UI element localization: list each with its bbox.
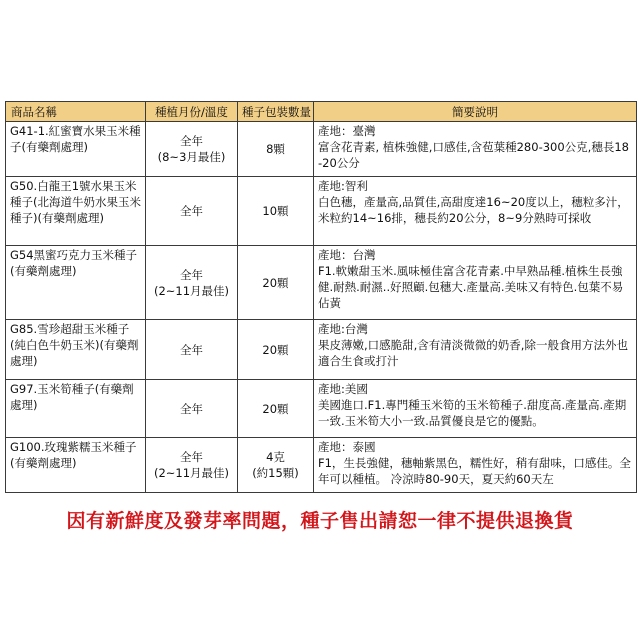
- description-text: 果皮薄嫩,口感脆甜,含有清淡微微的奶香,除一般食用方法外也適合生食或打汁: [318, 338, 628, 368]
- cell-description: [314, 177, 637, 246]
- table-row: [6, 320, 637, 380]
- cell-planting-months: 全年: [146, 320, 238, 380]
- origin-label: 產地：泰國: [318, 440, 376, 454]
- cell-product-name: G85.雪珍超甜玉米種子(純白色牛奶玉米)(有藥劑處理): [6, 320, 146, 380]
- cell-description: [314, 320, 637, 380]
- cell-package-quantity: 20顆: [238, 380, 314, 438]
- description-text: 美國進口.F1.專門種玉米筍的玉米筍種子.甜度高.產量高.產期一致.玉米筍大小一致.品質優良是它的優點。: [318, 398, 627, 428]
- cell-planting-months: 全年 (8~3月最佳): [146, 122, 238, 177]
- origin-label: 產地：台灣: [318, 248, 376, 262]
- cell-product-name: G54黑蜜巧克力玉米種子(有藥劑處理): [6, 246, 146, 320]
- description-text: 富含花青素, 植株強健,口感佳,含苞葉種280-300公克,穗長18-20公分: [318, 140, 629, 170]
- table-row: [6, 438, 637, 493]
- cell-product-name: G41-1.紅蜜寶水果玉米種子(有藥劑處理): [6, 122, 146, 177]
- origin-label: 產地:美國: [318, 382, 368, 396]
- description-text: F1，生長強健，穗軸紫黑色，糯性好，稍有甜味，口感佳。全年可以種植。 冷涼時80-90天，夏天約60天左: [318, 456, 631, 486]
- table-row: [6, 380, 637, 438]
- cell-description: [314, 246, 637, 320]
- cell-product-name: G100.玫瑰紫糯玉米種子(有藥劑處理): [6, 438, 146, 493]
- origin-label: 產地:智利: [318, 179, 368, 193]
- cell-description: [314, 122, 637, 177]
- cell-planting-months: 全年: [146, 380, 238, 438]
- seed-table: [5, 101, 637, 493]
- cell-package-quantity: 20顆: [238, 320, 314, 380]
- cell-package-quantity: 8顆: [238, 122, 314, 177]
- table-header-row: [6, 102, 637, 122]
- cell-description: [314, 438, 637, 493]
- cell-package-quantity: 10顆: [238, 177, 314, 246]
- cell-package-quantity: 20顆: [238, 246, 314, 320]
- return-policy-notice: 因有新鮮度及發芽率問題，種子售出請恕一律不提供退換貨: [66, 510, 574, 532]
- cell-planting-months: 全年 (2~11月最佳): [146, 438, 238, 493]
- table-row: [6, 246, 637, 320]
- header-package-quantity: 種子包裝數量: [238, 102, 314, 122]
- header-description: 簡要說明: [314, 102, 637, 122]
- origin-label: 產地:台灣: [318, 322, 368, 336]
- table-row: [6, 122, 637, 177]
- header-planting-months: 種植月份/溫度: [146, 102, 238, 122]
- cell-package-quantity: 4克 (約15顆): [238, 438, 314, 493]
- origin-label: 產地：臺灣: [318, 124, 376, 138]
- cell-planting-months: 全年 (2~11月最佳): [146, 246, 238, 320]
- description-text: 白色穗，產量高,品質佳,高甜度達16~20度以上，穗粒多汁，米粒約14~16排，穗長約20公分，8~9分熟時可採收: [318, 195, 629, 225]
- header-product-name: 商品名稱: [6, 102, 146, 122]
- cell-description: [314, 380, 637, 438]
- cell-product-name: G97.玉米筍種子(有藥劑處理): [6, 380, 146, 438]
- cell-product-name: G50.白龍王1號水果玉米種子(北海道牛奶水果玉米種子)(有藥劑處理): [6, 177, 146, 246]
- cell-planting-months: 全年: [146, 177, 238, 246]
- table-row: [6, 177, 637, 246]
- description-text: F1.軟嫩甜玉米.風味極佳富含花青素.中早熟品種.植株生長強健.耐熱.耐濕..好照顧.包穗大.產量高.美味又有特色.包葉不易佔黃: [318, 264, 624, 310]
